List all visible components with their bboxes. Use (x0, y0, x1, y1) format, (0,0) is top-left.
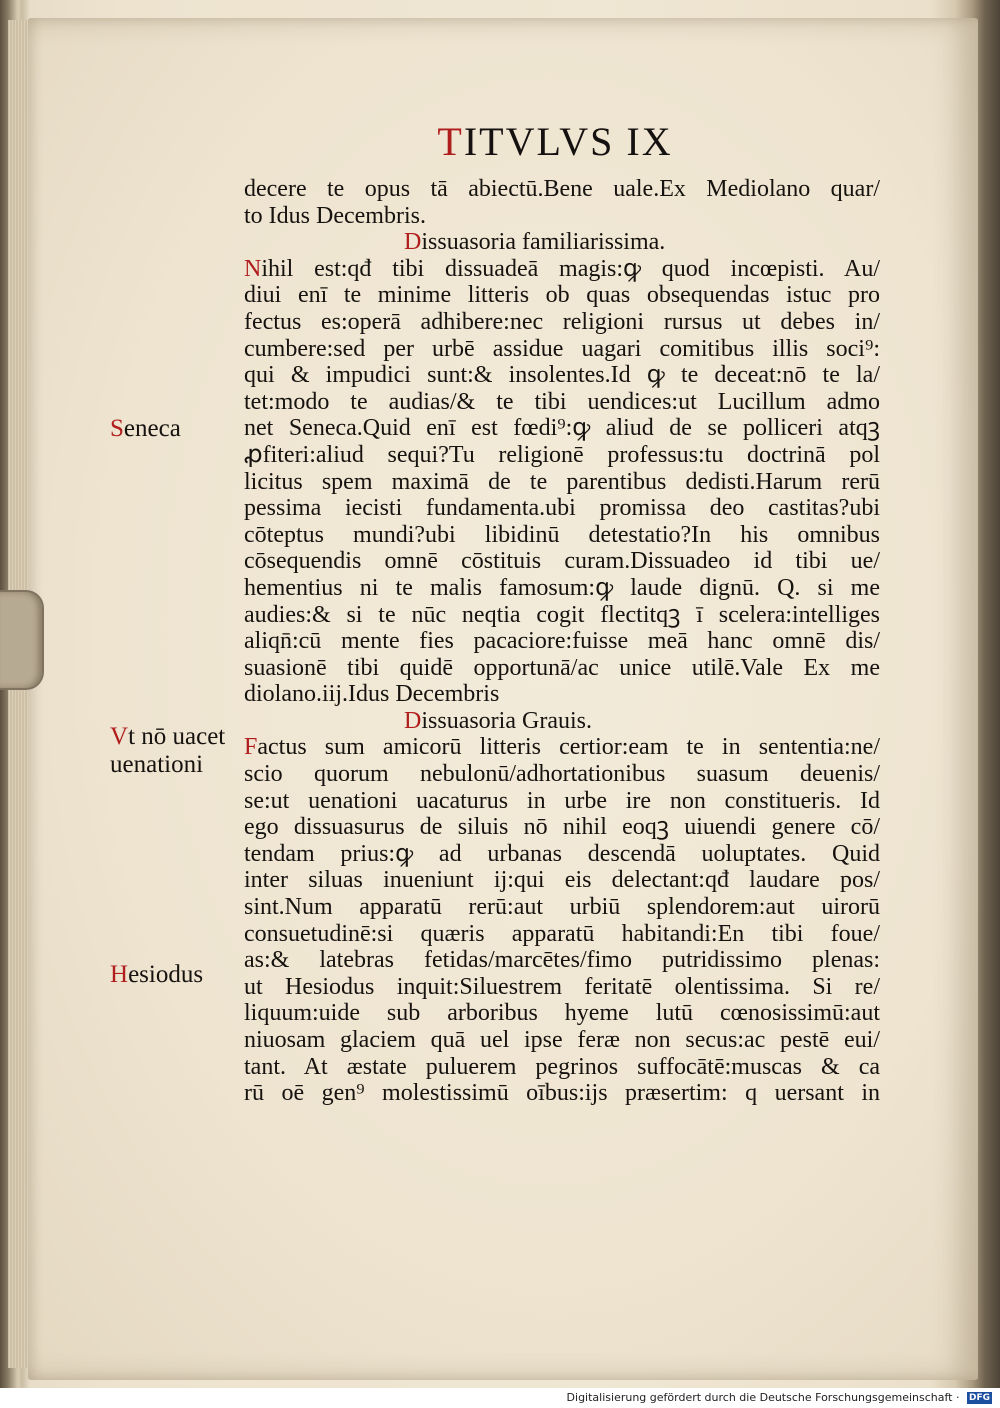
text-line: suasionē tibi quidē opportunā/ac unice utilē.Vale Ex me (244, 654, 880, 681)
section-heading-grauis (244, 708, 880, 735)
text-line: tant. At æstate puluerem pegrinos suffocātē:muscas & ca (244, 1053, 880, 1080)
page-edges (8, 20, 30, 1368)
digitization-credit: Digitalisierung gefördert durch die Deutsche Forschungsgemeinschaft (566, 1391, 953, 1404)
text-line: cumbere:sed per urbē assidue uagari comitibus illis soci⁹: (244, 335, 880, 362)
text-line: rū oē gen⁹ molestissimū oībus:ijs præsertim: q uersant in (244, 1080, 880, 1107)
text-line: tet:modo te audias/& te tibi uendices:ut Lucillum admo (244, 388, 880, 415)
separator: · (955, 1391, 963, 1404)
text-line: as:& latebras fetidas/marcētes/fimo putridissimo plenas: (244, 947, 880, 974)
text-line: inter siluas inueniunt ij:qui eis delectant:qđ laudare pos/ (244, 867, 880, 894)
section-heading-familiarissima (244, 229, 880, 256)
text-line: consuetudinē:si quæris apparatū habitandi:En tibi foue/ (244, 920, 880, 947)
dfg-logo: DFG (968, 1393, 990, 1403)
text-line: hementius ni te malis famosum:ꝙ laude dignū. Q. si me (244, 574, 880, 601)
margin-note-venatio-2: uenationi (110, 751, 204, 778)
text-line-rest: ihil est:qđ tibi dissuadeā magis:ꝙ quod incœpisti. Au/ (261, 255, 880, 282)
margin-note-seneca (110, 416, 181, 441)
margin-note-initial: V (110, 723, 129, 750)
running-head-initial: T (437, 119, 464, 164)
text-line: ꝓfiteri:aliud sequi?Tu religionē professus:tu doctrinā pol (244, 441, 880, 468)
text-line: fectus es:operā adhibere:nec religioni rursus ut debes in/ (244, 308, 880, 335)
margin-note-text: esiodus (128, 961, 204, 988)
text-line-rest: actus sum amicorū litteris certior:eam te in sententia:ne/ (257, 734, 880, 761)
margin-note-initial: H (110, 961, 129, 988)
text-line: niuosam glaciem quā uel ipse feræ non secus:ac pestē eui/ (244, 1027, 880, 1053)
text-line: liquum:uide sub arboribus hyeme lutū cœnosissimū:aut (244, 1000, 880, 1027)
text-line: tendam prius:ꝙ ad urbanas descendā uoluptates. Quid (244, 840, 880, 867)
text-line: pessima iecisti fundamenta.ubi promissa deo castitas?ubi (244, 495, 880, 522)
text-line: net Seneca.Quid enī est fœdi⁹:ꝙ aliud de se polliceri atqꝫ (244, 415, 880, 442)
text-line: ego dissuasurus de siluis nō nihil eoqꝫ uiuendi genere cō/ (244, 814, 880, 841)
text-line: cōteptus mundi?ubi libidinū detestatio?In his omnibus (244, 521, 880, 548)
text-column (244, 176, 880, 1107)
text-line: audies:& si te nūc neqtia cogit flectitqꝫ ī scelera:intelliges (244, 601, 880, 628)
text-line: diui enī te minime litteris ob quas obsequendas istuc pro (244, 282, 880, 309)
margin-note-venatio (110, 724, 225, 749)
digitization-credit-bar (0, 1388, 1000, 1408)
margin-note-text: t nō uacet (128, 723, 226, 750)
text-line: diolano.iij.Idus Decembris (244, 681, 500, 708)
text-line: cōsequendis omnē cōstituis curam.Dissuadeo id tibi ue/ (244, 548, 880, 575)
margin-note-hesiodus (110, 962, 203, 987)
text-line: to Idus Decembris. (244, 202, 426, 229)
text-line (244, 256, 880, 283)
text-line: decere te opus tā abiectū.Bene uale.Ex Mediolano quar/ (244, 176, 880, 202)
rubricated-initial: N (244, 255, 262, 282)
text-line: licitus spem maximā de te parentibus dedisti.Harum rerū (244, 468, 880, 495)
text-line (244, 734, 880, 761)
text-line: ut Hesiodus inquit:Siluestrem feritatē olentissima. Si re/ (244, 973, 880, 1000)
heading-text: issuasoria familiarissima. (421, 229, 666, 256)
clasp-tab (0, 590, 44, 690)
text-line: se:ut uenationi uacaturus in urbe ire non constitueris. Id (244, 787, 880, 814)
text-line: scio quorum nebulonū/adhortationibus suasum deuenis/ (244, 761, 880, 788)
running-head-text: ITVLVS IX (463, 119, 673, 164)
heading-initial: D (404, 707, 422, 734)
text-line: sint.Num apparatū rerū:aut urbiū splendorem:aut uirorū (244, 894, 880, 921)
rubricated-initial: F (244, 734, 258, 761)
margin-note-initial: S (110, 415, 124, 442)
heading-text: issuasoria Grauis. (421, 707, 592, 734)
text-line: aliqn̄:cū mente fies pacaciore:fuisse meā hanc omnē dis/ (244, 628, 880, 655)
text-line: qui & impudici sunt:& insolentes.Id ꝙ te deceat:nō te la/ (244, 362, 880, 389)
running-head (0, 118, 1000, 165)
heading-initial: D (404, 229, 422, 256)
margin-note-text: eneca (123, 415, 181, 442)
